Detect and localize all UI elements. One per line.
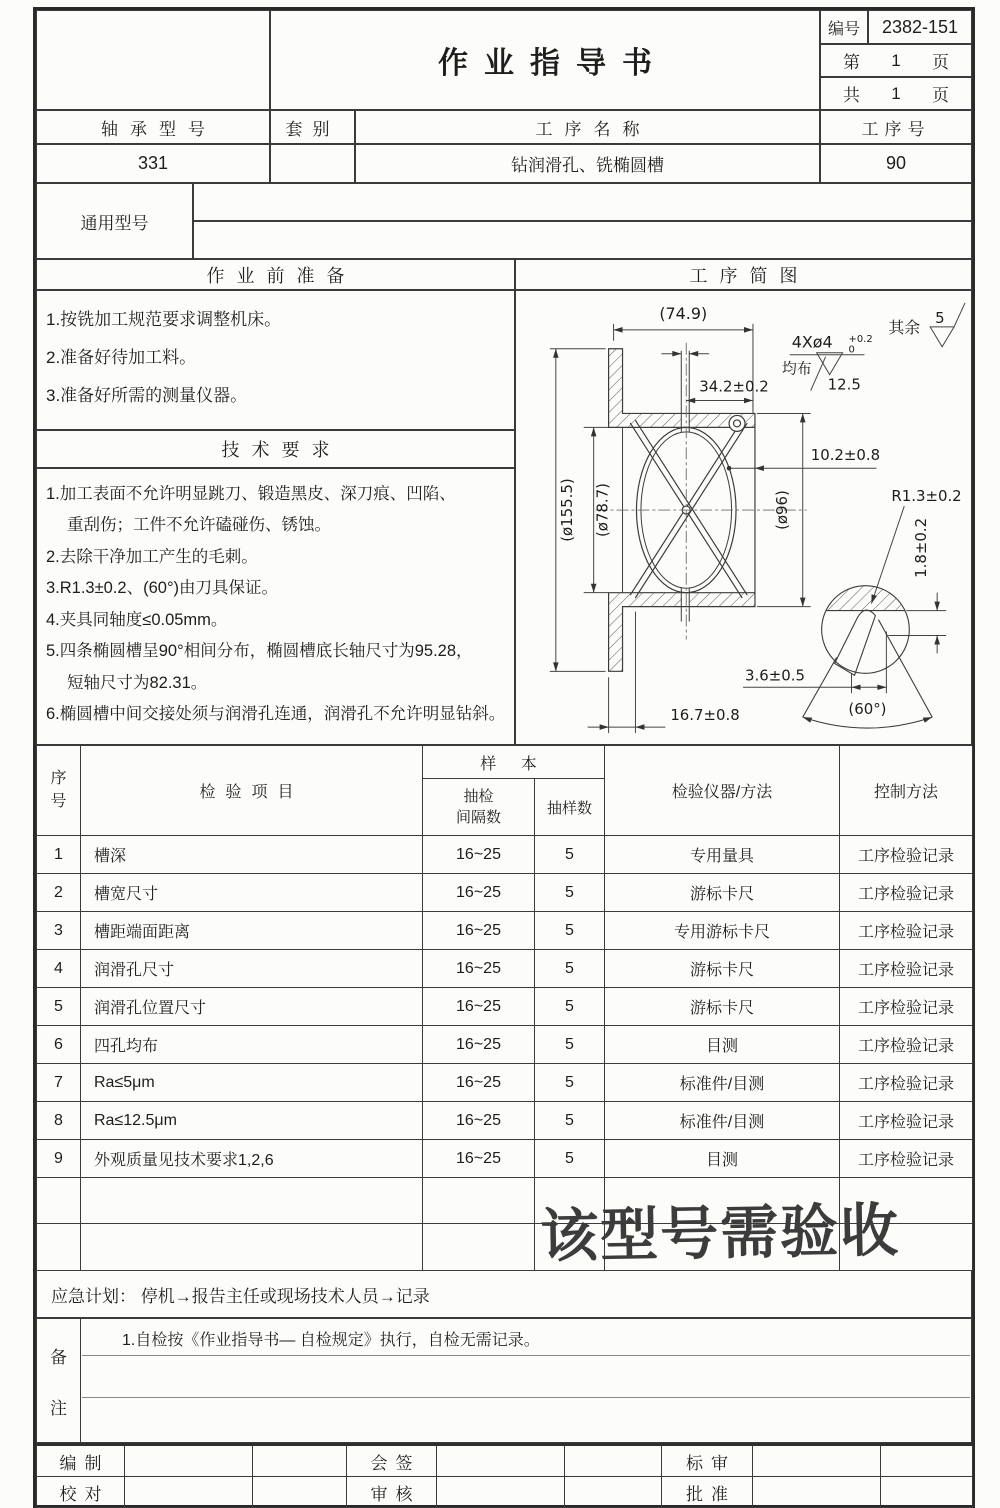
row-no: 9 [37, 1140, 81, 1178]
bearing-model-label: 轴承型号 [36, 110, 270, 144]
total-value: 1 [891, 83, 901, 103]
dim-end-distance: 16.7±0.8 [670, 706, 740, 725]
tech-body [36, 468, 515, 745]
col-item-header: 检验项目 [81, 746, 423, 836]
signoff-field [753, 1477, 881, 1508]
doc-no-label: 编号 [820, 10, 868, 44]
signoff-label-shenhe: 审核 [347, 1477, 437, 1508]
tech-line: 2.去除干净加工产生的毛刺。 [46, 547, 258, 566]
page-title: 作业指导书 [270, 10, 820, 110]
row-no: 8 [37, 1102, 81, 1140]
row-instrument: 标准件/目测 [605, 1102, 840, 1140]
row-control: 工序检验记录 [840, 988, 973, 1026]
tech-line: 5.四条椭圆槽呈90°相间分布，椭圆槽底长轴尺寸为95.28， [46, 642, 473, 661]
dim-radius: R1.3±0.2 [891, 487, 962, 506]
total-label: 共 [843, 86, 860, 105]
empty-cell [37, 1178, 81, 1224]
signoff-field [253, 1477, 347, 1508]
tech-heading: 技术要求 [36, 430, 515, 468]
row-interval: 16~25 [423, 1102, 535, 1140]
signoff-label-jiaodui: 校对 [37, 1477, 125, 1508]
row-size: 5 [535, 836, 605, 874]
row-instrument: 目测 [605, 1026, 840, 1064]
col-control-header: 控制方法 [840, 746, 973, 836]
row-no: 7 [37, 1064, 81, 1102]
prep-item: 3.准备好所需的测量仪器。 [46, 385, 248, 405]
row-control: 工序检验记录 [840, 874, 973, 912]
row-no: 1 [37, 836, 81, 874]
row-no: 6 [37, 1026, 81, 1064]
row-item: Ra≤12.5μm [81, 1102, 423, 1140]
emergency-plan-row: 应急计划： 停机→报告主任或现场技术人员→记录 [36, 1270, 972, 1318]
row-item: 润滑孔位置尺寸 [81, 988, 423, 1026]
empty-cell [423, 1224, 535, 1271]
signoff-label-pizhun: 批准 [662, 1477, 753, 1508]
row-interval: 16~25 [423, 1140, 535, 1178]
row-control: 工序检验记录 [840, 1140, 973, 1178]
prep-item: 1.按铣加工规范要求调整机床。 [46, 309, 282, 329]
signoff-field [753, 1446, 881, 1477]
rest-surfaces-label: 其余 [888, 317, 921, 337]
row-size: 5 [535, 1026, 605, 1064]
dim-ring-od: (ø96) [772, 490, 791, 530]
row-item: 外观质量见技术要求1,2,6 [81, 1140, 423, 1178]
common-model-label: 通用型号 [36, 183, 193, 259]
total-unit: 页 [932, 86, 949, 105]
dim-holes: 4Xø4 [791, 332, 833, 352]
col-interval-header: 抽检 间隔数 [423, 779, 535, 836]
row-interval: 16~25 [423, 950, 535, 988]
row-no: 5 [37, 988, 81, 1026]
rest-surfaces-value: 5 [935, 308, 945, 327]
row-item: 润滑孔尺寸 [81, 950, 423, 988]
notes-block [36, 1318, 972, 1443]
row-interval: 16~25 [423, 1026, 535, 1064]
row-instrument: 游标卡尺 [605, 950, 840, 988]
row-instrument: 专用量具 [605, 836, 840, 874]
bearing-model-value: 331 [36, 144, 270, 183]
empty-cell [423, 1178, 535, 1224]
signoff-field [565, 1477, 662, 1508]
row-size: 5 [535, 988, 605, 1026]
row-control: 工序检验记录 [840, 1064, 973, 1102]
row-instrument: 游标卡尺 [605, 988, 840, 1026]
row-control: 工序检验记录 [840, 912, 973, 950]
process-no-label: 工序号 [820, 110, 972, 144]
signoff-field [881, 1446, 973, 1477]
row-size: 5 [535, 874, 605, 912]
process-name-label: 工序名称 [355, 110, 820, 144]
common-model-row-1 [193, 183, 972, 221]
row-item: 槽深 [81, 836, 423, 874]
empty-cell [37, 1224, 81, 1271]
signoff-field [437, 1477, 565, 1508]
dim-roughness: 12.5 [827, 375, 861, 394]
tech-line: 1.加工表面不允许明显跳刀、锻造黑皮、深刀痕、凹陷、 [46, 484, 456, 503]
empty-cell [81, 1178, 423, 1224]
row-instrument: 目测 [605, 1140, 840, 1178]
dim-tol-low: 0 [848, 344, 855, 356]
col-size-header: 抽样数 [535, 779, 605, 836]
page-number-row [820, 44, 972, 77]
prep-body [36, 290, 515, 430]
row-interval: 16~25 [423, 1064, 535, 1102]
notes-line-1: 1.自检按《作业指导书— 自检规定》执行，自检无需记录。 [122, 1331, 540, 1349]
doc-no-value: 2382-151 [868, 10, 972, 44]
tech-line: 3.R1.3±0.2、(60°)由刀具保证。 [46, 579, 279, 598]
page-label: 第 [843, 53, 860, 72]
row-size: 5 [535, 950, 605, 988]
signoff-field [881, 1477, 973, 1508]
col-seq-header: 序 号 [37, 746, 81, 836]
row-interval: 16~25 [423, 874, 535, 912]
dim-angle: (60°) [848, 700, 887, 719]
acceptance-stamp: 该型号需验收 [539, 1198, 901, 1270]
signoff-field [565, 1446, 662, 1477]
row-item: 四孔均布 [81, 1026, 423, 1064]
row-size: 5 [535, 1140, 605, 1178]
row-interval: 16~25 [423, 836, 535, 874]
row-instrument: 游标卡尺 [605, 874, 840, 912]
row-size: 5 [535, 1102, 605, 1140]
row-item: Ra≤5μm [81, 1064, 423, 1102]
row-interval: 16~25 [423, 912, 535, 950]
dim-even-label: 均布 [781, 359, 812, 378]
signoff-label-biaoshen: 标审 [662, 1446, 753, 1477]
col-method-header: 检验仪器/方法 [605, 746, 840, 836]
process-sketch [515, 290, 972, 745]
col-sample-header: 样 本 [423, 746, 605, 779]
tech-line: 重刮伤；工件不允许磕碰伤、锈蚀。 [67, 516, 331, 535]
tech-line: 4.夹具同轴度≤0.05mm。 [46, 610, 228, 629]
prep-item: 2.准备好待加工料。 [46, 347, 197, 367]
row-control: 工序检验记录 [840, 836, 973, 874]
row-control: 工序检验记录 [840, 950, 973, 988]
tech-line: 6.椭圆槽中间交接处须与润滑孔连通，润滑孔不允许明显钻斜。 [46, 705, 506, 724]
dim-od: (ø155.5) [557, 478, 576, 542]
process-name-value: 钻润滑孔、铣椭圆槽 [355, 144, 820, 183]
row-item: 槽宽尺寸 [81, 874, 423, 912]
row-item: 槽距端面距离 [81, 912, 423, 950]
set-value [270, 144, 355, 183]
row-instrument: 专用游标卡尺 [605, 912, 840, 950]
page-unit: 页 [932, 53, 949, 72]
sketch-heading: 工序简图 [515, 259, 972, 290]
total-pages-row [820, 77, 972, 110]
empty-cell [81, 1224, 423, 1271]
tech-line: 短轴尺寸为82.31。 [67, 673, 208, 692]
dim-groove-width: 3.6±0.5 [744, 666, 805, 685]
title-blank-cell [36, 10, 270, 110]
dim-depth: 1.8±0.2 [912, 517, 931, 578]
prep-heading: 作业前准备 [36, 259, 515, 290]
row-no: 2 [37, 874, 81, 912]
signoff-field [125, 1477, 253, 1508]
dim-pos34: 34.2±0.2 [699, 377, 769, 396]
signoff-label-huiqian: 会签 [347, 1446, 437, 1477]
row-instrument: 标准件/目测 [605, 1064, 840, 1102]
row-interval: 16~25 [423, 988, 535, 1026]
row-no: 4 [37, 950, 81, 988]
technical-drawing [516, 290, 971, 745]
set-label: 套别 [270, 110, 355, 144]
signoff-field [437, 1446, 565, 1477]
signoff-field [253, 1446, 347, 1477]
notes-label: 备 注 [37, 1319, 81, 1442]
process-no-value: 90 [820, 144, 972, 183]
row-size: 5 [535, 912, 605, 950]
signoff-field [125, 1446, 253, 1477]
common-model-row-2 [193, 221, 972, 259]
row-control: 工序检验记录 [840, 1026, 973, 1064]
dim-bore: (ø78.7) [593, 483, 612, 538]
notes-rule [82, 1355, 970, 1356]
row-no: 3 [37, 912, 81, 950]
dim-top-width: (74.9) [659, 303, 708, 323]
signoff-label-bianzhi: 编制 [37, 1446, 125, 1477]
dim-tol-up: +0.2 [848, 333, 873, 345]
signoff-table [36, 1443, 972, 1505]
page-value: 1 [891, 50, 901, 70]
notes-rule [82, 1397, 970, 1398]
row-size: 5 [535, 1064, 605, 1102]
row-control: 工序检验记录 [840, 1102, 973, 1140]
dim-offset: 10.2±0.8 [810, 446, 881, 465]
